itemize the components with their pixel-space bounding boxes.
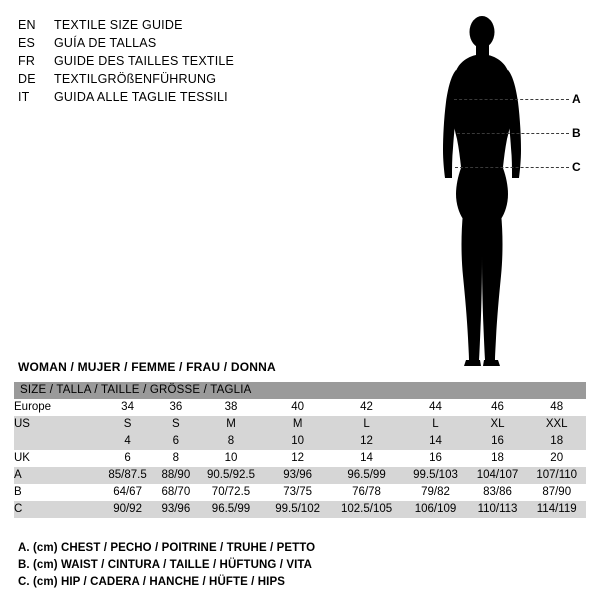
row-value: 20	[527, 450, 586, 467]
row-value: 96.5/99	[330, 467, 404, 484]
row-label: A	[14, 467, 100, 484]
language-row	[18, 88, 318, 106]
row-value: 114/119	[527, 501, 586, 518]
row-value: 4	[100, 433, 155, 450]
section-title: WOMAN / MUJER / FEMME / FRAU / DONNA	[18, 360, 276, 374]
row-label: C	[14, 501, 100, 518]
row-label: UK	[14, 450, 100, 467]
row-value: 48	[527, 399, 586, 416]
measurement-legend	[18, 540, 315, 591]
row-label: US	[14, 416, 100, 433]
size-table	[14, 382, 586, 518]
row-value: 6	[100, 450, 155, 467]
row-value: 93/96	[265, 467, 329, 484]
row-value: 34	[100, 399, 155, 416]
row-value: 8	[197, 433, 266, 450]
row-value: 18	[527, 433, 586, 450]
row-value: 90.5/92.5	[197, 467, 266, 484]
row-value: 14	[330, 450, 404, 467]
row-value: 38	[197, 399, 266, 416]
row-value: 107/110	[527, 467, 586, 484]
language-title: GUIDA ALLE TAGLIE TESSILI	[54, 90, 228, 104]
row-value: 88/90	[155, 467, 196, 484]
language-code: EN	[18, 18, 36, 32]
row-value: 18	[468, 450, 528, 467]
row-value: L	[330, 416, 404, 433]
row-value: 83/86	[468, 484, 528, 501]
row-value: 76/78	[330, 484, 404, 501]
measure-label-c: C	[572, 160, 581, 174]
row-value: 40	[265, 399, 329, 416]
legend-line-c: C. (cm) HIP / CADERA / HANCHE / HÜFTE / HIPS	[18, 576, 286, 588]
table-header-row	[14, 382, 586, 399]
measure-label-a: A	[572, 92, 581, 106]
row-value: 10	[197, 450, 266, 467]
row-value: 10	[265, 433, 329, 450]
language-row	[18, 70, 318, 88]
row-value: 73/75	[265, 484, 329, 501]
row-value: 104/107	[468, 467, 528, 484]
row-value: 106/109	[403, 501, 467, 518]
measure-line-hip	[455, 167, 569, 168]
row-label: B	[14, 484, 100, 501]
table-row	[14, 484, 586, 501]
table-row	[14, 501, 586, 518]
row-value: S	[100, 416, 155, 433]
row-value: 79/82	[403, 484, 467, 501]
measure-line-waist	[457, 133, 569, 134]
row-value: 42	[330, 399, 404, 416]
row-value: 110/113	[468, 501, 528, 518]
language-row	[18, 52, 318, 70]
row-value: 93/96	[155, 501, 196, 518]
row-value: 46	[468, 399, 528, 416]
measure-label-b: B	[572, 126, 581, 140]
row-value: 90/92	[100, 501, 155, 518]
measure-line-chest	[454, 99, 569, 100]
row-value: M	[197, 416, 266, 433]
row-value: 36	[155, 399, 196, 416]
table-row	[14, 450, 586, 467]
row-label: Europe	[14, 399, 100, 416]
row-value: 8	[155, 450, 196, 467]
language-title-list	[18, 16, 318, 106]
language-title: TEXTILGRÖßENFÜHRUNG	[54, 72, 217, 86]
row-value: 70/72.5	[197, 484, 266, 501]
table-row	[14, 433, 586, 450]
row-value: 14	[403, 433, 467, 450]
table-row	[14, 467, 586, 484]
row-value: XL	[468, 416, 528, 433]
row-value: 12	[330, 433, 404, 450]
language-title: GUÍA DE TALLAS	[54, 36, 157, 50]
language-title: TEXTILE SIZE GUIDE	[54, 18, 183, 32]
language-code: DE	[18, 72, 36, 86]
row-value: S	[155, 416, 196, 433]
row-value: 99.5/103	[403, 467, 467, 484]
row-value: 12	[265, 450, 329, 467]
legend-line-b: B. (cm) WAIST / CINTURA / TAILLE / HÜFTUNG / VITA	[18, 559, 313, 571]
row-value: XXL	[527, 416, 586, 433]
language-title: GUIDE DES TAILLES TEXTILE	[54, 54, 235, 68]
row-value: 6	[155, 433, 196, 450]
table-header-label: SIZE / TALLA / TAILLE / GRÖSSE / TAGLIA	[14, 382, 586, 399]
language-code: ES	[18, 36, 36, 50]
language-row	[18, 34, 318, 52]
row-value: 85/87.5	[100, 467, 155, 484]
female-silhouette-icon	[420, 8, 595, 373]
language-row	[18, 16, 318, 34]
table-row	[14, 399, 586, 416]
row-value: 102.5/105	[330, 501, 404, 518]
row-value: 96.5/99	[197, 501, 266, 518]
female-body-figure	[420, 8, 595, 373]
table-row	[14, 416, 586, 433]
row-value: 44	[403, 399, 467, 416]
legend-line-a: A. (cm) CHEST / PECHO / POITRINE / TRUHE / PETTO	[18, 542, 316, 554]
language-code: FR	[18, 54, 36, 68]
row-value: 68/70	[155, 484, 196, 501]
row-label	[14, 433, 100, 450]
row-value: 87/90	[527, 484, 586, 501]
language-code: IT	[18, 90, 30, 104]
row-value: L	[403, 416, 467, 433]
row-value: 16	[468, 433, 528, 450]
row-value: 16	[403, 450, 467, 467]
row-value: 64/67	[100, 484, 155, 501]
row-value: 99.5/102	[265, 501, 329, 518]
row-value: M	[265, 416, 329, 433]
